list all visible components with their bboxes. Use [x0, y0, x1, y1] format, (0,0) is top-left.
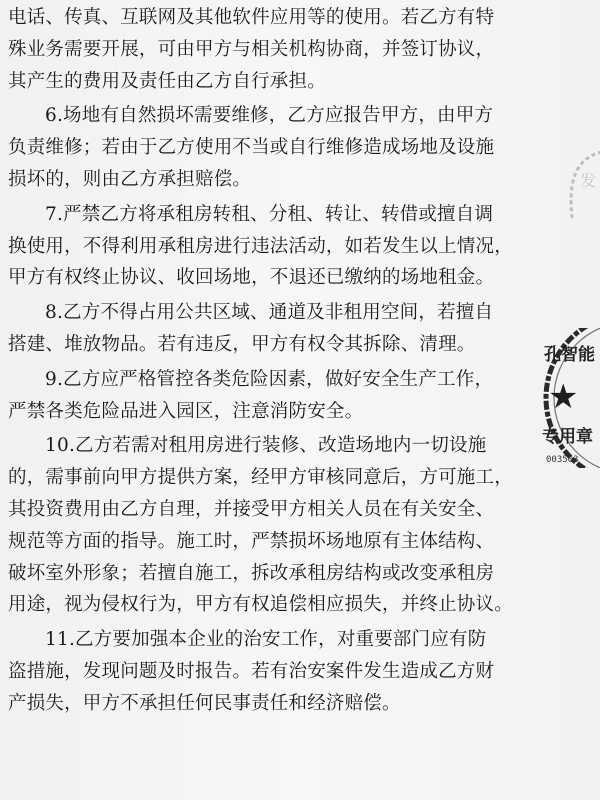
contract-text	[8, 2, 513, 720]
svg-text:003503: 003503	[546, 455, 579, 465]
clause-9-start: 9.乙方应严格管控各类危险因素，做好安全生产工作，	[45, 368, 494, 390]
company-seal-fragment	[538, 328, 600, 468]
text-line: 盗措施，发现问题及时报告。若有治安案件发生造成乙方财	[8, 660, 495, 682]
svg-text:★: ★	[548, 377, 579, 417]
text-line: 破坏室外形象；若擅自施工，拆改承租房结构或改变承租房	[8, 562, 495, 584]
seal-fragment-top	[562, 150, 600, 220]
text-line: 换使用，不得利用承租房进行违法活动，如若发生以上情况，	[8, 235, 513, 257]
clause-6-start: 6.场地有自然损坏需要维修，乙方应报告甲方，由甲方	[45, 105, 494, 127]
text-line: 损坏的，则由乙方承担赔偿。	[8, 168, 252, 190]
clause-10-start: 10.乙方若需对租用房进行装修、改造场地内一切设施	[45, 435, 487, 457]
text-line: 产损失，甲方不承担任何民事责任和经济赔偿。	[8, 692, 401, 714]
text-line: 搭建、堆放物品。若有违反，甲方有权令其拆除、清理。	[8, 333, 476, 355]
text-line: 殊业务需要开展，可由甲方与相关机构协商，并签订协议，	[8, 38, 495, 60]
text-line: 规范等方面的指导。施工时，严禁损坏场地原有主体结构、	[8, 530, 495, 552]
text-line: 负责维修；若由于乙方使用不当或自行维修造成场地及设施	[8, 137, 495, 159]
text-line: 的，需事前向甲方提供方案，经甲方审核同意后，方可施工，	[8, 467, 513, 489]
text-line: 其投资费用由乙方自理，并接受甲方相关人员在有关安全、	[8, 498, 495, 520]
svg-text:孔智能: 孔智能	[544, 345, 595, 365]
svg-text:专用章: 专用章	[542, 427, 593, 447]
clause-8-start: 8.乙方不得占用公共区域、通道及非租用空间，若擅自	[45, 302, 494, 324]
text-line: 严禁各类危险品进入园区，注意消防安全。	[8, 400, 364, 422]
text-line: 甲方有权终止协议、收回场地，不退还已缴纳的场地租金。	[8, 267, 495, 289]
svg-text:发: 发	[580, 171, 597, 190]
clause-11-start: 11.乙方要加强本企业的治安工作，对重要部门应有防	[45, 629, 487, 651]
text-line: 用途，视为侵权行为，甲方有权追偿相应损失，并终止协议。	[8, 594, 513, 616]
clause-7-start: 7.严禁乙方将承租房转租、分租、转让、转借或擅自调	[45, 203, 494, 225]
text-line: 其产生的费用及责任由乙方自行承担。	[8, 70, 326, 92]
text-line: 电话、传真、互联网及其他软件应用等的使用。若乙方有特	[8, 7, 495, 28]
